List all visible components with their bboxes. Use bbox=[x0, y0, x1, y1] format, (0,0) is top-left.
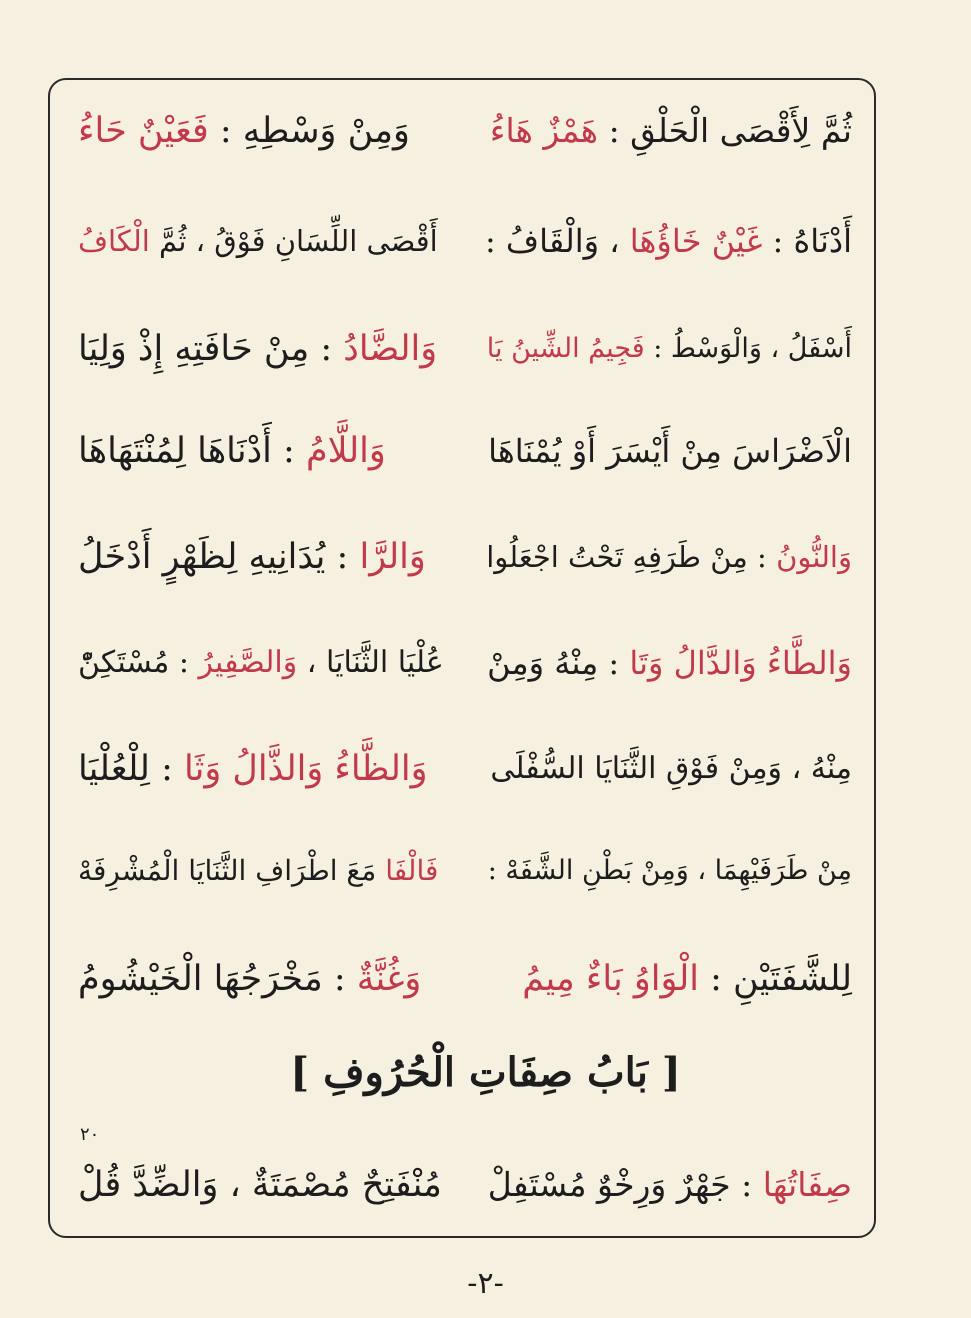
second-hemistich bbox=[78, 206, 438, 276]
text-segment: وَمِنْ وَسْطِهِ : bbox=[208, 111, 410, 151]
verse-line bbox=[78, 836, 852, 906]
highlighted-text: وَالطَّاءُ وَالدَّالُ وَتَا bbox=[629, 644, 852, 682]
text-segment: : جَهْرٌ وَرِخْوٌ مُسْتَفِلْ bbox=[487, 1165, 763, 1204]
verse-line bbox=[78, 522, 852, 592]
verse-line bbox=[78, 1150, 852, 1220]
highlighted-text: وَالنُّونُ bbox=[776, 540, 852, 574]
verse-line bbox=[78, 628, 852, 698]
second-hemistich bbox=[78, 314, 437, 384]
verse-line bbox=[78, 314, 852, 384]
text-segment: عُلْيَا الثَّنَايَا ، bbox=[297, 645, 444, 680]
highlighted-text: وَالظَّاءُ وَالذَّالُ وَثَا bbox=[184, 749, 428, 789]
first-hemistich bbox=[522, 944, 852, 1014]
text-segment: : يُدَانِيهِ لِظَهْرٍ أَدْخَلُ bbox=[78, 537, 360, 577]
first-hemistich bbox=[487, 314, 852, 384]
text-segment: : مِنْ حَافَتِهِ إِذْ وَلِيَا bbox=[78, 329, 344, 369]
text-segment: مِنْهُ ، وَمِنْ فَوْقِ الثَّنَايَا السُّفْلَى bbox=[490, 751, 852, 786]
page-number: -٢- bbox=[467, 1266, 504, 1301]
second-hemistich bbox=[78, 836, 438, 906]
first-hemistich bbox=[485, 206, 852, 276]
verse-number: ٢٠ bbox=[80, 1124, 100, 1145]
highlighted-text: الْكَافُ bbox=[78, 224, 150, 258]
second-hemistich bbox=[78, 522, 426, 592]
second-hemistich bbox=[78, 944, 421, 1014]
first-hemistich bbox=[487, 628, 852, 698]
second-hemistich bbox=[78, 734, 428, 804]
text-segment: لِلشَّفَتَيْنِ : bbox=[699, 959, 852, 999]
text-segment: مَعَ اطْرَافِ الثَّنَايَا الْمُشْرِفَهْ bbox=[78, 854, 386, 887]
first-hemistich bbox=[488, 1150, 852, 1220]
highlighted-text: فَجِيمُ الشِّينُ يَا bbox=[486, 333, 645, 364]
highlighted-text: وَالرَّا bbox=[359, 537, 426, 577]
text-segment: : أَدْنَاهَا لِمُنْتَهَاهَا bbox=[78, 431, 306, 471]
second-hemistich bbox=[78, 416, 386, 486]
text-segment: : مَخْرَجُهَا الْخَيْشُومُ bbox=[78, 959, 357, 999]
verse-line bbox=[78, 206, 852, 276]
text-segment: ثُمَّ لِأَقْصَى الْحَلْقِ : bbox=[598, 111, 852, 150]
highlighted-text: فَعَيْنٌ حَاءُ bbox=[78, 111, 209, 151]
text-segment: : مِنْهُ وَمِنْ bbox=[487, 644, 630, 682]
highlighted-text: وَالضَّادُ bbox=[343, 329, 438, 369]
verse-line bbox=[78, 734, 852, 804]
highlighted-text: وَاللَّامُ bbox=[305, 431, 386, 471]
highlighted-text: صِفَاتُهَا bbox=[762, 1165, 852, 1204]
text-segment: أَسْفَلُ ، وَالْوَسْطُ : bbox=[644, 333, 852, 364]
text-segment: : مُسْتَكِنّْ bbox=[78, 645, 199, 680]
highlighted-text: وَالصَّفِيرُ bbox=[198, 645, 298, 680]
verse-line bbox=[78, 944, 852, 1014]
highlighted-text: فَالْفَا bbox=[385, 854, 439, 887]
section-title: [ بَابُ صِفَاتِ الْحُرُوفِ ] bbox=[290, 1049, 681, 1096]
verse-line bbox=[78, 96, 852, 166]
first-hemistich bbox=[488, 836, 852, 906]
first-hemistich bbox=[486, 522, 852, 592]
text-segment: مُنْفَتِحٌ مُصْمَتَةٌ ، وَالضِّدَّ قُلْ bbox=[78, 1165, 442, 1205]
second-hemistich bbox=[78, 96, 410, 166]
second-hemistich bbox=[78, 628, 444, 698]
text-segment: مِنْ طَرَفَيْهِمَا ، وَمِنْ بَطْنِ الشَّفَهْ : bbox=[487, 855, 852, 886]
first-hemistich bbox=[488, 416, 852, 486]
text-segment: أَدْنَاهُ : bbox=[762, 222, 852, 260]
highlighted-text: غَيْنٌ خَاؤُهَا bbox=[629, 222, 763, 260]
highlighted-text: هَمْزٌ هَاءُ bbox=[489, 111, 599, 150]
second-hemistich bbox=[78, 1150, 442, 1220]
text-segment: أَقْصَى اللِّسَانِ فَوْقُ ، ثُمَّ bbox=[149, 224, 438, 258]
highlighted-text: وَغُنَّةٌ bbox=[356, 959, 422, 999]
text-segment: : مِنْ طَرَفِهِ تَحْتُ اجْعَلُوا bbox=[486, 540, 777, 574]
text-segment: ، وَالْقَافُ : bbox=[484, 222, 630, 260]
first-hemistich bbox=[490, 734, 852, 804]
text-segment: : لِلْعُلْيَا bbox=[78, 749, 184, 789]
first-hemistich bbox=[490, 96, 852, 166]
text-segment: الْاَضْرَاسَ مِنْ أَيْسَرَ أَوْ يُمْنَاهَا bbox=[488, 432, 852, 470]
highlighted-text: الْوَاوُ بَاءٌ مِيمُ bbox=[522, 959, 699, 999]
verse-line bbox=[78, 416, 852, 486]
